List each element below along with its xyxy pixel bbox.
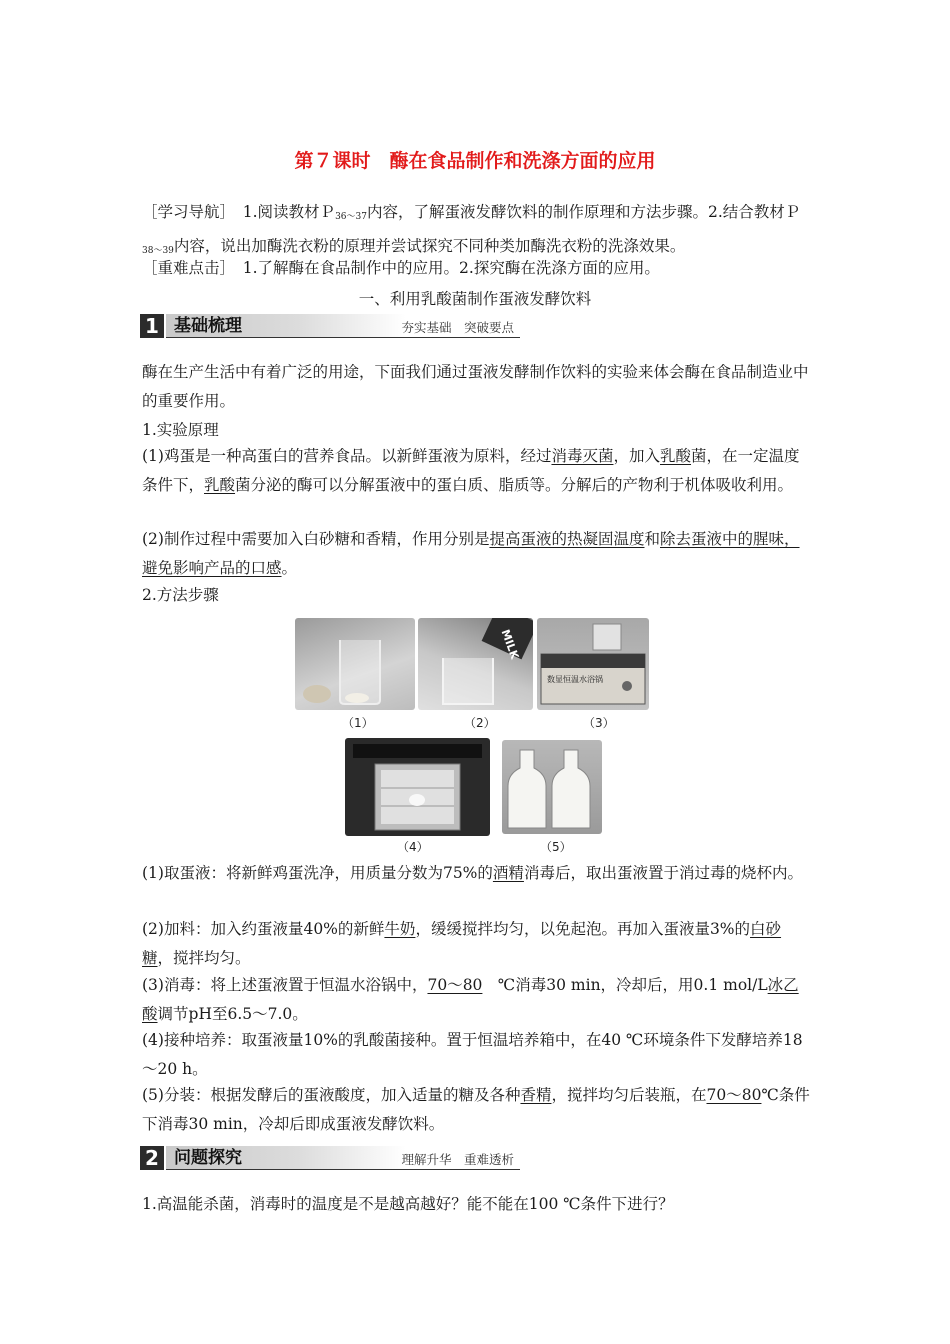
caption-5: （5）	[540, 840, 572, 854]
key-points-label: ［重难点击］	[142, 259, 228, 277]
answer-blank: 除去蛋液中的腥味，避免影响产品的口感	[142, 530, 800, 577]
milk-carton-label: MILK	[498, 627, 522, 661]
section-heading: 基础梳理	[174, 316, 242, 336]
answer-blank: 70～80	[427, 976, 483, 994]
answer-blank: 乳酸	[204, 476, 236, 494]
steps-heading: 2.方法步骤	[142, 586, 219, 604]
pouring-illustration	[418, 618, 533, 710]
answer-blank: 香精	[520, 1086, 552, 1104]
photo-egg-beaker	[295, 618, 415, 710]
answer-blank: 冰乙酸	[142, 976, 799, 1023]
section-bar-basics	[140, 314, 520, 338]
bottles-illustration	[502, 740, 602, 834]
incubator-illustration	[345, 738, 490, 836]
key-points: ［重难点击］ 1.了解酶在食品制作中的应用。2.探究酶在洗涤方面的应用。	[142, 259, 660, 277]
caption-2: （2）	[464, 716, 496, 730]
question-1: 1.高温能杀菌，消毒时的温度是不是越高越好？能不能在100 ℃条件下进行？	[142, 1195, 674, 1213]
caption-3: （3）	[583, 716, 615, 730]
principle-paragraph-1: (1)鸡蛋是一种高蛋白的营养食品。以新鲜蛋液为原料，经过消毒灭菌，加入乳酸菌，在一定温度条件下，乳酸菌分泌的酶可以分解蛋液中的蛋白质、脂质等。分解后的产物利于机体吸收利用。	[142, 447, 800, 494]
principle-paragraph-2: (2)制作过程中需要加入白砂糖和香精，作用分别是提高蛋液的热凝固温度和除去蛋液中的腥味，避免影响产品的口感。	[142, 530, 800, 577]
answer-blank: 白砂糖	[142, 920, 782, 967]
lesson-title: 第７课时 酶在食品制作和洗涤方面的应用	[294, 150, 656, 172]
section-heading-box	[166, 314, 406, 338]
step-4: (4)接种培养：取蛋液量10%的乳酸菌接种。置于恒温培养箱中，在40 ℃环境条件下发酵培养18～20 h。	[142, 1031, 803, 1078]
step-5: (5)分装：根据发酵后的蛋液酸度，加入适量的糖及各种香精，搅拌均匀后装瓶，在70～80℃条件下消毒30 min，冷却后即成蛋液发酵饮料。	[142, 1086, 810, 1133]
study-guide: ［学习导航］ 1.阅读教材Ｐ$_{36\sim 37}$内容，了解蛋液发酵饮料的制作原理和方法步骤。2.结合教材Ｐ$_{38\sim 39}$内容，说出加酶洗衣粉的原理并尝试探究不同种类加酶洗衣粉的洗涤效果。	[142, 203, 801, 256]
water-bath-label: 数显恒温水浴锅	[547, 675, 603, 684]
caption-1: （1）	[342, 716, 374, 730]
answer-blank: 消毒灭菌	[551, 447, 614, 465]
photo-incubator	[345, 738, 490, 836]
photo-water-bath	[537, 618, 649, 710]
answer-blank: 乳酸	[660, 447, 692, 465]
divider	[166, 337, 520, 338]
beaker-egg-illustration	[295, 618, 415, 710]
divider	[166, 1169, 520, 1170]
caption-4: （4）	[397, 840, 429, 854]
answer-blank: 70～80	[706, 1086, 762, 1104]
section-subtitle: 夯实基础 突破要点	[401, 320, 514, 335]
section-number: 2	[140, 1146, 164, 1170]
step-3: (3)消毒：将上述蛋液置于恒温水浴锅中，70～80 ℃消毒30 min，冷却后，用0.1 mol/L冰乙酸调节pH至6.5～7.0。	[142, 976, 799, 1023]
photo-bottles	[502, 740, 602, 834]
section-title: 一、利用乳酸菌制作蛋液发酵饮料	[358, 290, 592, 308]
section-heading-box	[166, 1146, 406, 1170]
answer-blank: 提高蛋液的热凝固温度	[489, 530, 645, 548]
step-2: (2)加料：加入约蛋液量40%的新鲜牛奶，缓缓搅拌均匀，以免起泡。再加入蛋液量3%的白砂糖，搅拌均匀。	[142, 920, 782, 967]
section-subtitle: 理解升华 重难透析	[401, 1152, 514, 1167]
answer-blank: 牛奶	[384, 920, 416, 938]
answer-blank: 酒精	[492, 864, 524, 882]
section-number: 1	[140, 314, 164, 338]
photo-milk-pour	[418, 618, 533, 710]
step-1: (1)取蛋液：将新鲜鸡蛋洗净，用质量分数为75%的酒精消毒后，取出蛋液置于消过毒的烧杯内。	[142, 864, 803, 882]
section-bar-explore	[140, 1146, 520, 1170]
intro-paragraph: 酶在生产生活中有着广泛的用途，下面我们通过蛋液发酵制作饮料的实验来体会酶在食品制造业中的重要作用。	[142, 363, 809, 410]
water-bath-illustration	[537, 618, 649, 710]
section-heading: 问题探究	[174, 1148, 242, 1168]
study-guide-label: ［学习导航］	[142, 203, 228, 221]
principle-heading: 1.实验原理	[142, 421, 219, 439]
